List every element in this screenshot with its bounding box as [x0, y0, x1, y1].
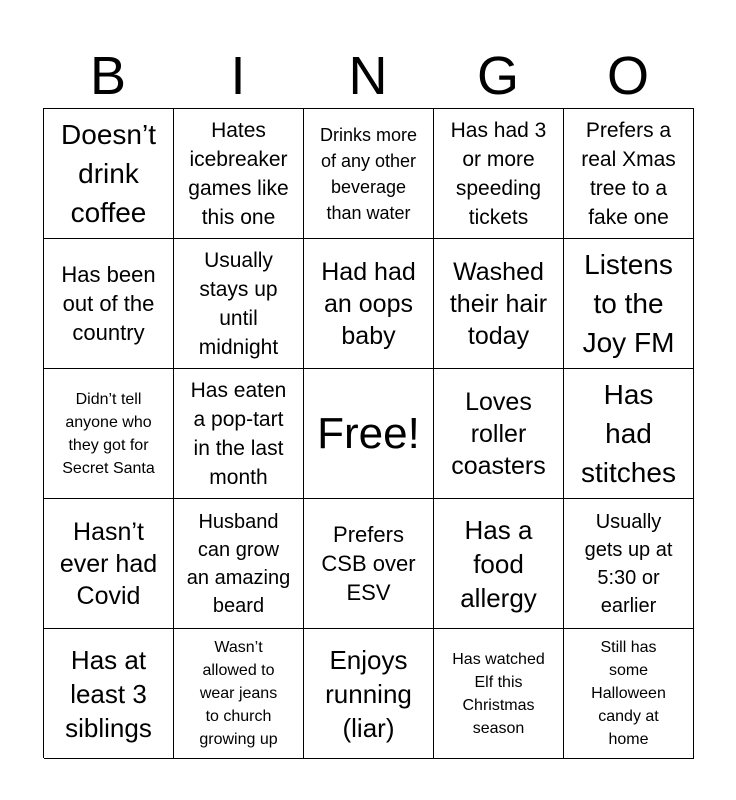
cell-text: Still has some Halloween candy at home [591, 639, 666, 748]
cell-text: Has had 3 or more speeding tickets [450, 118, 547, 229]
cell-text: Didn’t tell anyone who they got for Secret Santa [62, 390, 155, 477]
cell-text: Washed their hair today [449, 257, 548, 350]
bingo-cell[interactable] [44, 369, 174, 499]
bingo-cell[interactable] [564, 369, 694, 499]
cell-text: Hates icebreaker games like this one [188, 118, 289, 229]
bingo-cell[interactable] [434, 499, 564, 629]
bingo-cell[interactable] [304, 109, 434, 239]
header-letter-g: G [476, 46, 519, 106]
bingo-cell[interactable] [174, 239, 304, 369]
free-space-cell[interactable] [304, 369, 434, 499]
cell-text: Wasn’t allowed to wear jeans to church growing up [199, 639, 278, 748]
bingo-cell[interactable] [564, 499, 694, 629]
bingo-cell[interactable] [564, 239, 694, 369]
bingo-cell[interactable] [434, 109, 564, 239]
bingo-cell[interactable] [44, 239, 174, 369]
cell-text: Enjoys running (liar) [325, 644, 412, 743]
cell-text: Has had stitches [581, 379, 676, 488]
cell-text: Has eaten a pop-tart in the last month [190, 378, 287, 489]
header-letter-n: N [348, 46, 388, 106]
cell-text: Prefers a real Xmas tree to a fake one [581, 118, 676, 229]
free-space-text: Free! [317, 408, 420, 458]
cell-text: Usually gets up at 5:30 or earlier [584, 510, 673, 617]
bingo-cell[interactable] [564, 629, 694, 759]
cell-text: Usually stays up until midnight [198, 248, 279, 359]
bingo-cell[interactable] [174, 109, 304, 239]
cell-text: Has watched Elf this Christmas season [452, 650, 545, 737]
cell-text: Has been out of the country [61, 262, 156, 345]
cell-text: Had had an oops baby [321, 257, 416, 350]
cell-text: Prefers CSB over ESV [321, 522, 416, 605]
cell-text: Husband can grow an amazing beard [186, 510, 291, 617]
cell-text: Listens to the Joy FM [582, 249, 675, 358]
bingo-header [43, 44, 693, 108]
header-letter-o: O [606, 46, 649, 106]
header-letter-i: I [230, 46, 246, 106]
bingo-cell[interactable] [304, 629, 434, 759]
cell-text: Drinks more of any other beverage than water [319, 124, 417, 223]
bingo-card-grid [43, 108, 694, 758]
bingo-cell[interactable] [44, 629, 174, 759]
bingo-cell[interactable] [564, 109, 694, 239]
bingo-cell[interactable] [434, 629, 564, 759]
bingo-cell[interactable] [304, 499, 434, 629]
bingo-cell[interactable] [44, 109, 174, 239]
bingo-cell[interactable] [44, 499, 174, 629]
bingo-cell[interactable] [174, 499, 304, 629]
bingo-cell[interactable] [174, 369, 304, 499]
bingo-cell[interactable] [174, 629, 304, 759]
cell-text: Has a food allergy [460, 514, 537, 613]
cell-text: Loves roller coasters [451, 387, 546, 480]
bingo-cell[interactable] [434, 369, 564, 499]
bingo-cell[interactable] [434, 239, 564, 369]
bingo-cell[interactable] [304, 239, 434, 369]
cell-text: Has at least 3 siblings [65, 644, 152, 743]
cell-text: Hasn’t ever had Covid [59, 517, 158, 610]
header-letter-b: B [89, 46, 127, 106]
cell-text: Doesn’t drink coffee [61, 119, 156, 228]
